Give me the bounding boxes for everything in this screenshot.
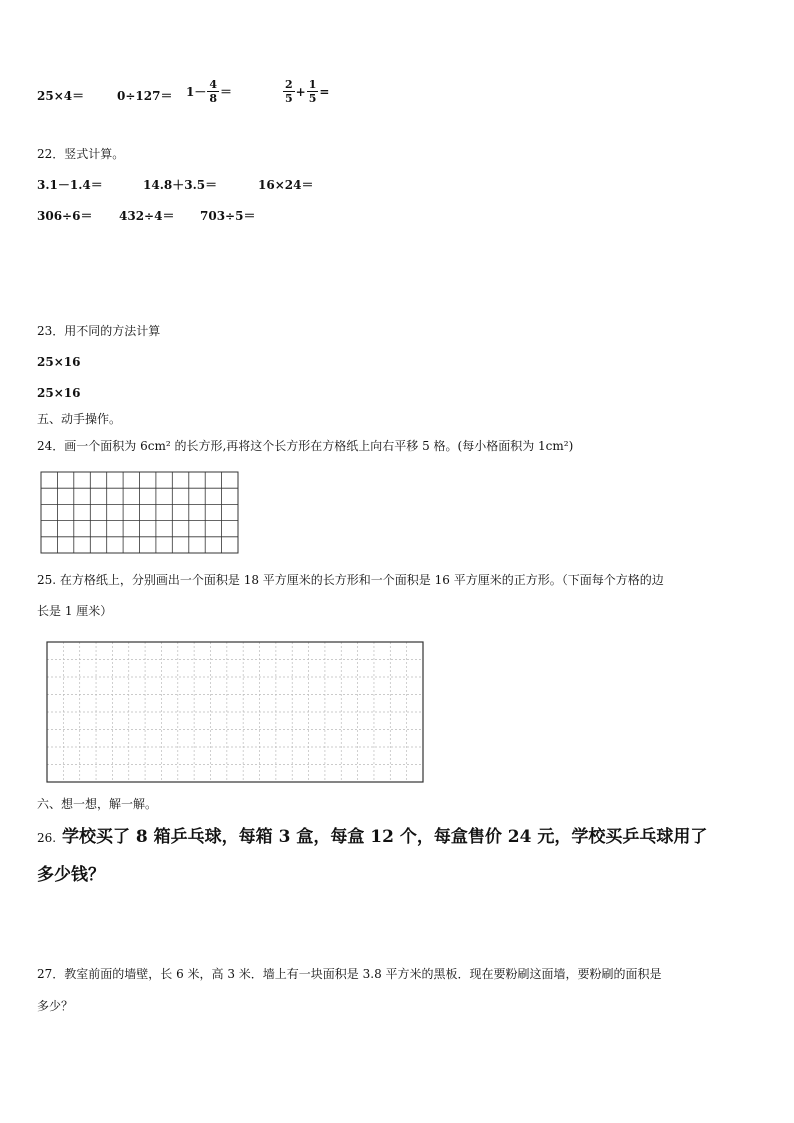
q22-expr-2: 14.8＋3.5＝	[143, 178, 218, 192]
q26-question: 学校买了 8 箱乒乓球，每箱 3 盒，每盒 12 个，每盒售价 24 元，学校买乒乓球用了	[62, 827, 708, 847]
q22-expr-4: 306÷6＝	[37, 209, 93, 223]
q24-grid	[40, 471, 240, 555]
q25-text-line-2: 长是 1 厘米）	[37, 604, 113, 618]
calc-fraction-sum: $\frac{2}{5}$ + $\frac{1}{5}$ =	[285, 78, 330, 105]
q25-grid	[46, 641, 424, 783]
fraction-4-8: $\frac{4}{8}$	[209, 78, 218, 105]
q27-text-line-2: 多少？	[37, 999, 74, 1013]
q22-expr-1: 3.1－1.4＝	[37, 178, 103, 192]
fraction-1-5: $\frac{1}{5}$	[308, 78, 317, 105]
calc-25x4: 25×4＝	[37, 89, 85, 103]
q22-title: 22．竖式计算。	[37, 147, 125, 161]
q22-expr-3: 16×24＝	[258, 178, 314, 192]
q25-text-line-1: 25. 在方格纸上，分别画出一个面积是 18 平方厘米的长方形和一个面积是 16 平方厘米的正方形。（下面每个方格的边	[37, 573, 664, 587]
q27-text-line-1: 27．教室前面的墙壁，长 6 米，高 3 米．墙上有一块面积是 3.8 平方米的黑板．现在要粉刷这面墙，要粉刷的面积是	[37, 967, 662, 981]
section-5-heading: 五、动手操作。	[37, 412, 122, 426]
q26-text-line-1	[37, 826, 707, 849]
q23-expr-1: 25×16	[37, 355, 81, 369]
q23-title: 23．用不同的方法计算	[37, 324, 161, 338]
q22-expr-6: 703÷5＝	[200, 209, 256, 223]
q22-expr-5: 432÷4＝	[119, 209, 175, 223]
calc-0div127: 0÷127＝	[117, 89, 173, 103]
fraction-2-5: $\frac{2}{5}$	[285, 78, 293, 105]
q23-expr-2: 25×16	[37, 386, 81, 400]
section-6-heading: 六、想一想，解一解。	[37, 797, 158, 811]
q24-text: 24．画一个面积为 6cm² 的长方形,再将这个长方形在方格纸上向右平移 5 格。(每小格面积为 1cm²)	[37, 439, 574, 453]
q26-number: 26.	[37, 831, 57, 845]
q26-text-line-2: 多少钱？	[37, 865, 105, 885]
calc-1-minus-fraction: 1－ $\frac{4}{8}$ ＝	[186, 78, 233, 105]
